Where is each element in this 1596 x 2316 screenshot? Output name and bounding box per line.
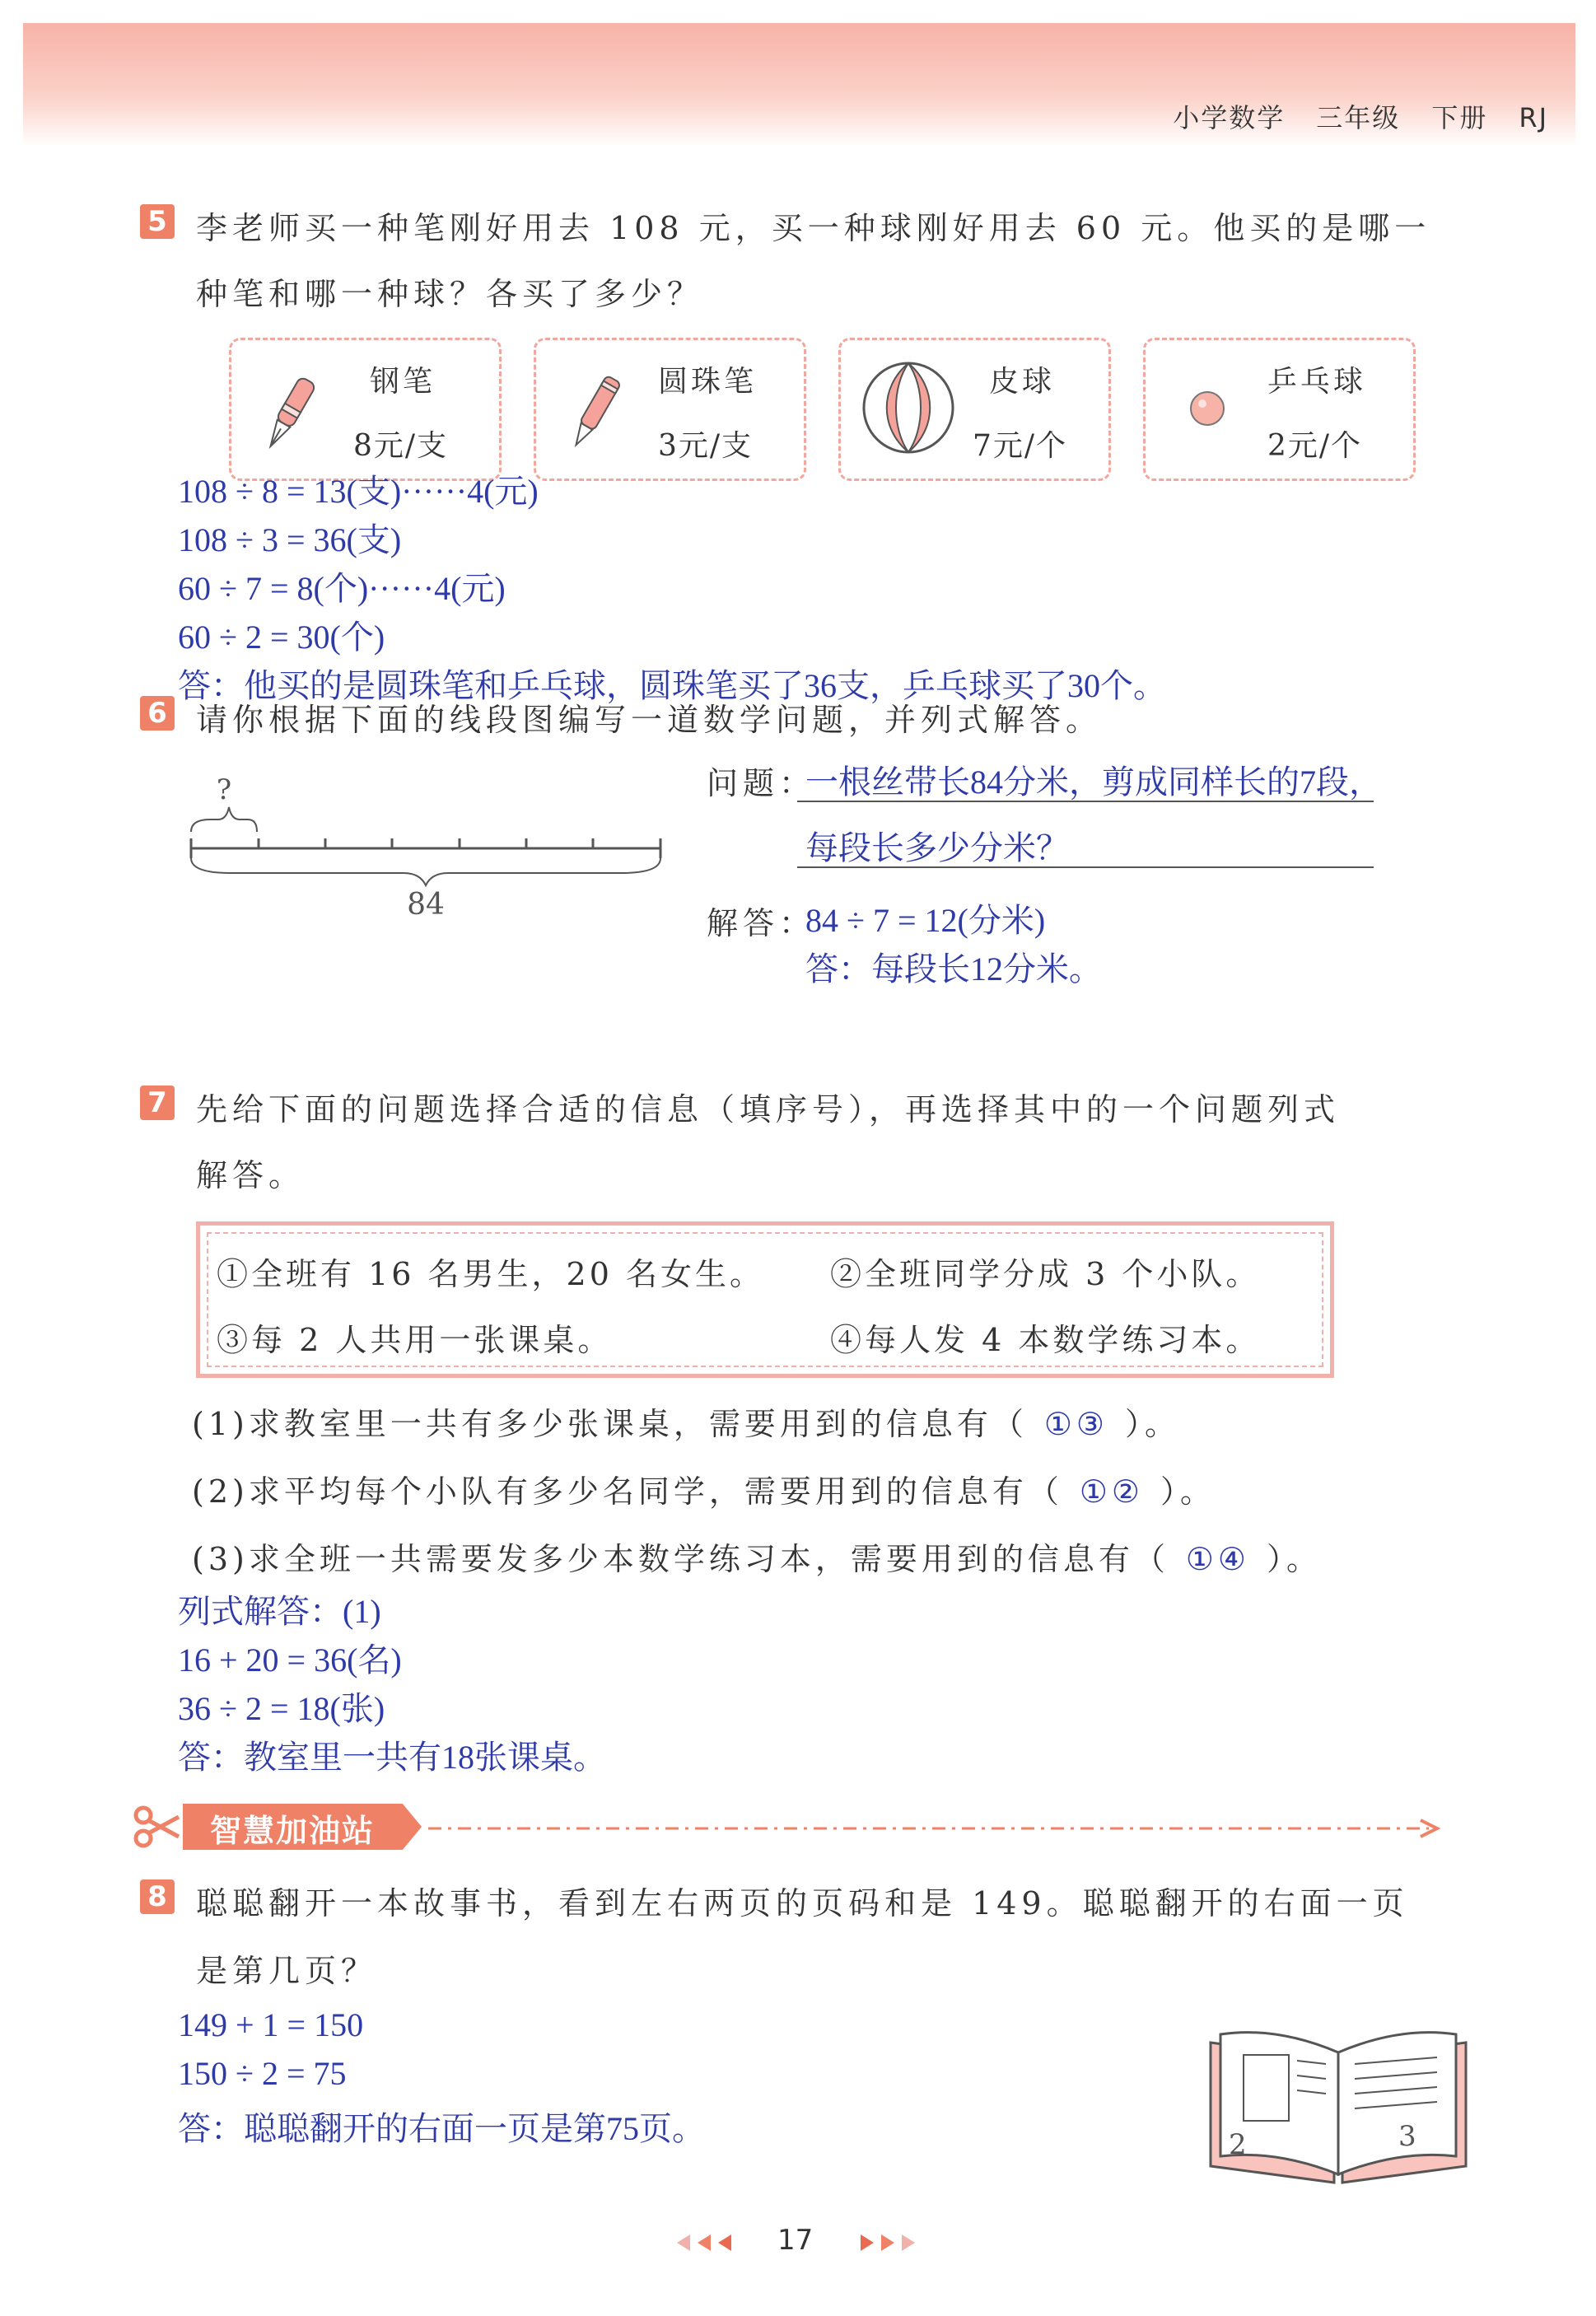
q7-sub-answer-2: ①②	[1079, 1473, 1144, 1510]
line-segment-diagram	[181, 766, 675, 931]
q8-answer-2: 150 ÷ 2 = 75	[178, 2055, 347, 2092]
q6-question-line1: 一根丝带长84分米，剪成同样长的7段，	[797, 756, 1374, 802]
question-8-number: 8	[140, 1879, 175, 1914]
open-book-icon	[1202, 2010, 1474, 2191]
q7-answer-4: 答：教室里一共有18张课桌。	[178, 1739, 606, 1776]
pingpong-ball-icon	[1188, 390, 1226, 427]
banner-dashed-arrow	[428, 1816, 1449, 1841]
q7-sub-question-2: (2)求平均每个小队有多少名同学，需要用到的信息有（ ①② ）。	[192, 1473, 1216, 1510]
question-8-line2: 是第几页？	[196, 1953, 378, 1989]
scissors-icon	[133, 1804, 183, 1850]
item-card-pingpong	[1143, 338, 1416, 481]
question-6-number: 6	[140, 696, 175, 731]
q5-answer-5: 答：他买的是圆珠笔和乒乓球，圆珠笔买了36支，乒乓球买了30个。	[178, 667, 1166, 704]
item-name-ballpen: 圆珠笔	[658, 365, 758, 399]
header-info	[1141, 97, 1548, 135]
info-item-1: ①全班有 16 名男生，20 名女生。	[217, 1256, 764, 1292]
q6-solution-line1: 84 ÷ 7 = 12(分米)	[805, 902, 1046, 939]
q7-answer-1: 列式解答：(1)	[178, 1593, 381, 1630]
q6-solution-line2: 答：每段长12分米。	[805, 950, 1102, 988]
book-left-page-number: 2	[1229, 2128, 1247, 2161]
question-7-line1: 先给下面的问题选择合适的信息（填序号），再选择其中的一个问题列式	[196, 1091, 1341, 1128]
q8-answer-1: 149 + 1 = 150	[178, 2006, 364, 2043]
info-item-2: ②全班同学分成 3 个小队。	[830, 1256, 1261, 1292]
q7-answer-3: 36 ÷ 2 = 18(张)	[178, 1690, 385, 1727]
q5-answer-4: 60 ÷ 2 = 30(个)	[178, 619, 385, 656]
question-7-number: 7	[140, 1086, 175, 1120]
info-item-4: ④每人发 4 本数学练习本。	[830, 1322, 1261, 1358]
q7-sub-answer-1: ①③	[1043, 1406, 1108, 1442]
q7-sub-answer-3: ①④	[1185, 1541, 1250, 1577]
beach-ball-icon	[859, 358, 958, 457]
question-5-number: 5	[140, 204, 175, 239]
item-card-pen	[229, 338, 502, 481]
item-card-ballpen	[534, 338, 806, 481]
item-price-pen: 8元/支	[353, 429, 449, 463]
q7-sub-question-1: (1)求教室里一共有多少张课桌，需要用到的信息有（ ①③ ）。	[192, 1406, 1180, 1442]
question-7-line2: 解答。	[196, 1157, 306, 1193]
q5-answer-3: 60 ÷ 7 = 8(个)······4(元)	[178, 570, 506, 607]
item-name-pen: 钢笔	[370, 365, 436, 399]
header-grade: 三年级	[1316, 102, 1401, 133]
question-5-line2: 种笔和哪一种球？各买了多少？	[196, 276, 704, 312]
fountain-pen-icon	[260, 369, 318, 460]
q8-answer-3: 答：聪聪翻开的右面一页是第75页。	[178, 2110, 705, 2147]
q7-answer-2: 16 + 20 = 36(名)	[178, 1641, 402, 1679]
item-price-ballpen: 3元/支	[658, 429, 754, 463]
question-6-text: 请你根据下面的线段图编写一道数学问题，并列式解答。	[196, 702, 1103, 738]
header-term: 下册	[1431, 102, 1488, 133]
diagram-total-label: 84	[407, 888, 445, 922]
item-price-pingpong: 2元/个	[1267, 429, 1363, 463]
page-number: 17	[777, 2224, 814, 2257]
item-name-ball: 皮球	[989, 365, 1056, 399]
header-edition: RJ	[1519, 102, 1548, 133]
book-right-page-number: 3	[1398, 2120, 1416, 2153]
q5-answer-1: 108 ÷ 8 = 13(支)······4(元)	[178, 473, 539, 510]
information-box	[196, 1221, 1334, 1378]
q5-answer-2: 108 ÷ 3 = 36(支)	[178, 521, 402, 558]
item-price-ball: 7元/个	[973, 429, 1068, 463]
question-8-line1: 聪聪翻开一本故事书，看到左右两页的页码和是 149。聪聪翻开的右面一页	[196, 1885, 1409, 1921]
banner-label: 智慧加油站	[210, 1813, 376, 1849]
question-5-line1: 李老师买一种笔刚好用去 108 元，买一种球刚好用去 60 元。他买的是哪一	[196, 210, 1431, 246]
next-arrows-icon	[844, 2230, 926, 2255]
ballpoint-pen-icon	[565, 369, 623, 460]
q6-question-line2: 每段长多少分米？	[797, 822, 1374, 868]
q7-sub-question-3: (3)求全班一共需要发多少本数学练习本，需要用到的信息有（ ①④ ）。	[192, 1541, 1322, 1577]
q6-question-label: 问题：	[707, 765, 816, 801]
item-name-pingpong: 乒乓球	[1267, 365, 1367, 399]
header-subject: 小学数学	[1173, 102, 1286, 133]
q6-solution-label: 解答：	[707, 905, 816, 941]
prev-arrows-icon	[665, 2230, 748, 2255]
info-item-3: ③每 2 人共用一张课桌。	[217, 1322, 613, 1358]
diagram-question-mark: ?	[216, 773, 232, 806]
item-card-ball	[838, 338, 1111, 481]
